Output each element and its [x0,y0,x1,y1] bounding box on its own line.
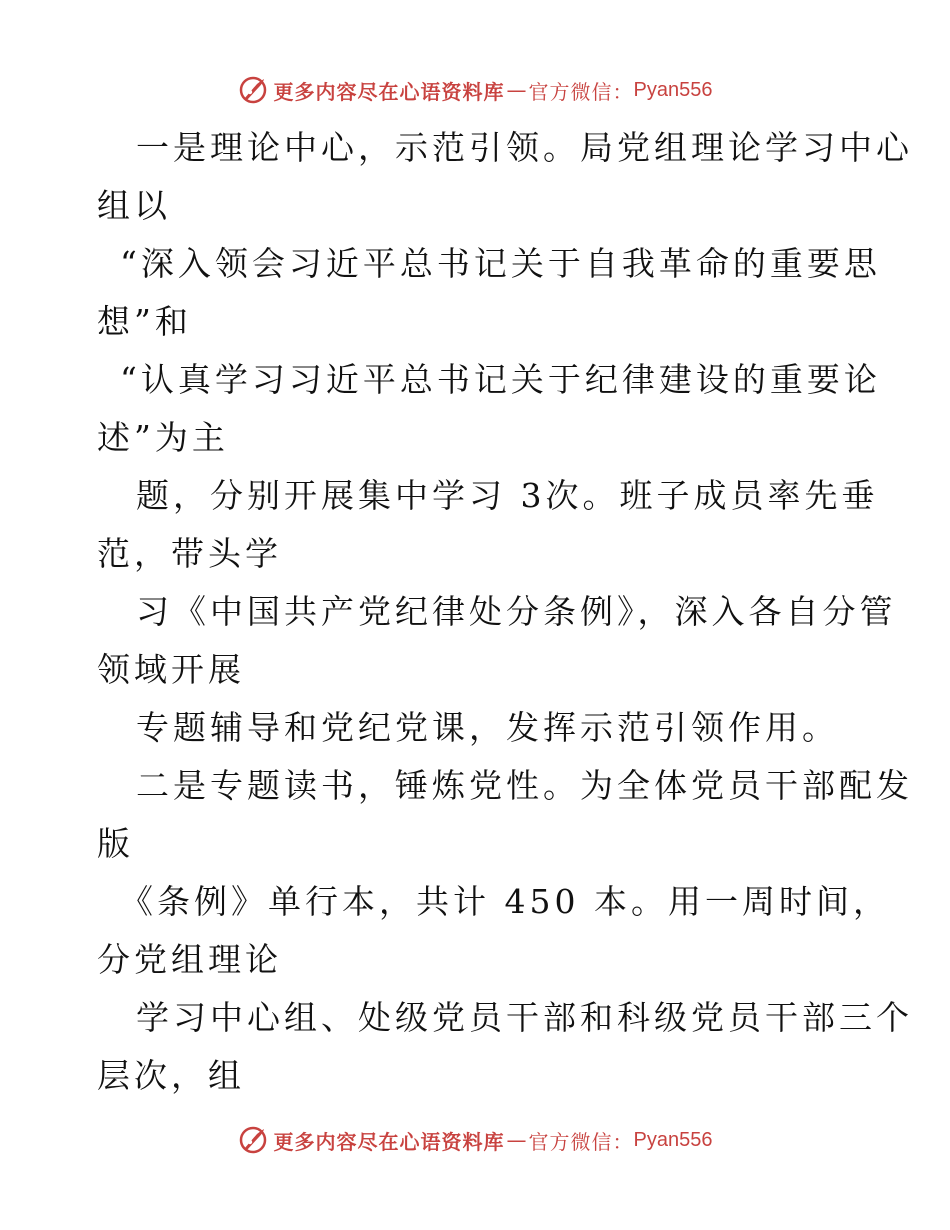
body-line: 述”为主 [97,418,229,457]
footer-separator: — [506,1128,527,1152]
body-line: 范，带头学 [97,534,282,573]
body-line: 想”和 [97,302,192,341]
body-line: 习《中国共产党纪律处分条例》，深入各自分管 [136,592,897,631]
body-line: 层次，组 [97,1056,245,1095]
body-line: 一是理论中心，示范引领。局党组理论学习中心 [136,128,913,167]
header-wechat-account: Pyan556 [633,78,713,101]
body-line: “深入领会习近平总书记关于自我革命的重要思 [120,244,881,283]
footer-wechat-label: 官方微信： [528,1129,634,1154]
header-watermark [0,70,950,110]
body-line: 专题辅导和党纪党课，发挥示范引领作用。 [136,708,839,747]
body-line: 二是专题读书，锤炼党性。为全体党员干部配发 [136,766,913,805]
header-separator: — [506,78,527,102]
body-line: “认真学习习近平总书记关于纪律建设的重要论 [120,360,881,399]
body-line: 《条例》单行本，共计 450 本。用一周时间， [120,882,890,921]
footer-wechat-account: Pyan556 [633,1128,713,1151]
footer-site-name: 更多内容尽在心语资料库 [273,1129,505,1154]
quill-logo-icon [238,1125,268,1155]
body-line: 分党组理论 [97,940,282,979]
footer-watermark [0,1120,950,1160]
body-line: 版 [97,824,134,863]
body-line: 学习中心组、处级党员干部和科级党员干部三个 [136,998,913,1037]
body-line: 组以 [97,186,171,225]
header-wechat-label: 官方微信： [528,79,634,104]
quill-logo-icon [238,75,268,105]
header-site-name: 更多内容尽在心语资料库 [273,79,505,104]
body-line: 题，分别开展集中学习 3次。班子成员率先垂 [136,476,879,515]
body-line: 领域开展 [97,650,245,689]
